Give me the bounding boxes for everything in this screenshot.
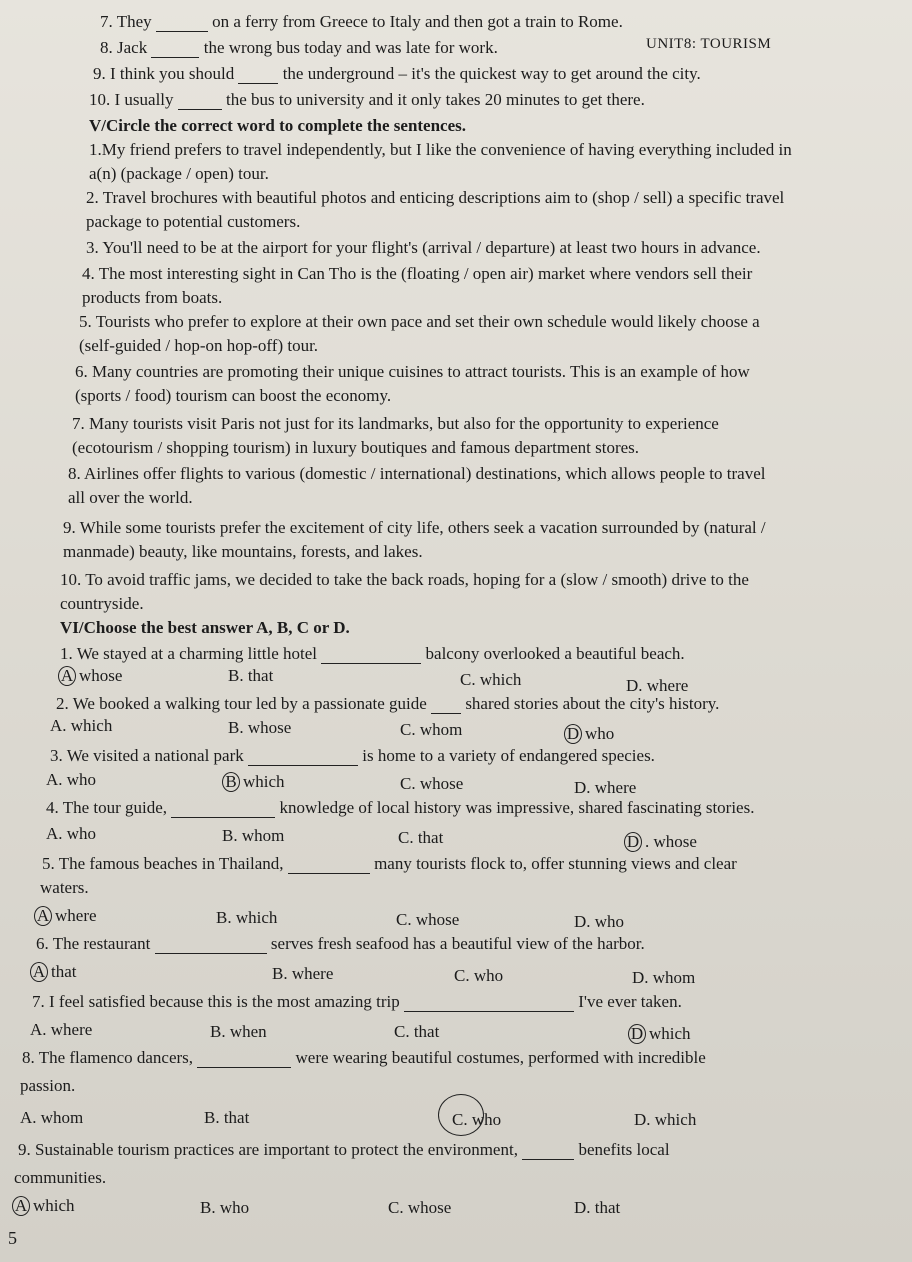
option-d[interactable]: D . whose bbox=[624, 832, 697, 852]
option-a[interactable]: A whose bbox=[58, 666, 122, 686]
option-c[interactable]: C. whom bbox=[400, 720, 463, 739]
option-c[interactable]: C. who bbox=[452, 1110, 502, 1129]
sentence-line: 8. Airlines offer flights to various (domestic / international) destinations, which allows people to travel bbox=[68, 464, 766, 483]
sentence-line: (sports / food) tourism can boost the economy. bbox=[75, 386, 392, 405]
option-d[interactable]: D. where bbox=[626, 676, 689, 695]
question-stem: 2. We booked a walking tour led by a passionate guide shared stories about the city's history. bbox=[56, 694, 720, 713]
option-d[interactable]: D. where bbox=[574, 778, 637, 797]
page-number: 5 bbox=[8, 1228, 17, 1248]
circled-answer: D bbox=[628, 1024, 646, 1044]
option-b[interactable]: B. whom bbox=[222, 826, 285, 845]
fill-item: 7. They on a ferry from Greece to Italy and then got a train to Rome. bbox=[100, 12, 623, 31]
option-a[interactable]: A. which bbox=[50, 716, 113, 735]
question-stem: 7. I feel satisfied because this is the most amazing trip I've ever taken. bbox=[32, 992, 682, 1011]
sentence-line: all over the world. bbox=[68, 488, 193, 507]
option-a[interactable]: A that bbox=[30, 962, 77, 982]
fill-item: 9. I think you should the underground – it's the quickest way to get around the city. bbox=[93, 64, 701, 83]
sentence-line: manmade) beauty, like mountains, forests, and lakes. bbox=[63, 542, 423, 561]
option-d[interactable]: D. whom bbox=[632, 968, 696, 987]
sentence-line: products from boats. bbox=[82, 288, 223, 307]
question-stem: 6. The restaurant serves fresh seafood has a beautiful view of the harbor. bbox=[36, 934, 645, 953]
sentence-line: package to potential customers. bbox=[86, 212, 301, 231]
sentence-line: (self-guided / hop-on hop-off) tour. bbox=[79, 336, 319, 355]
sentence-line: 4. The most interesting sight in Can Tho is the (floating / open air) market where vendors sell their bbox=[82, 264, 753, 283]
sentence-line: 2. Travel brochures with beautiful photos and enticing descriptions aim to (shop / sell) a specific travel bbox=[86, 188, 785, 207]
option-a[interactable]: A where bbox=[34, 906, 97, 926]
option-d[interactable]: D who bbox=[564, 724, 614, 744]
option-b[interactable]: B which bbox=[222, 772, 285, 792]
fill-item: 8. Jack the wrong bus today and was late for work. bbox=[100, 38, 498, 57]
question-stem-cont: passion. bbox=[20, 1076, 76, 1095]
option-a[interactable]: A. who bbox=[46, 770, 97, 789]
fill-item: 10. I usually the bus to university and it only takes 20 minutes to get there. bbox=[89, 90, 645, 109]
option-a[interactable]: A which bbox=[12, 1196, 75, 1216]
option-d[interactable]: D. that bbox=[574, 1198, 621, 1217]
unit-header: UNIT8: TOURISM bbox=[646, 36, 772, 52]
option-b[interactable]: B. whose bbox=[228, 718, 292, 737]
circled-answer: D bbox=[624, 832, 642, 852]
option-d[interactable]: D. who bbox=[574, 912, 625, 931]
sentence-line: 3. You'll need to be at the airport for your flight's (arrival / departure) at least two hours in advance. bbox=[86, 238, 761, 257]
option-c[interactable]: C. that bbox=[394, 1022, 440, 1041]
sentence-line: 1.My friend prefers to travel independently, but I like the convenience of having everything included in bbox=[89, 140, 792, 159]
option-b[interactable]: B. when bbox=[210, 1022, 267, 1041]
sentence-line: 7. Many tourists visit Paris not just for its landmarks, but also for the opportunity to experience bbox=[72, 414, 719, 433]
circled-answer bbox=[438, 1094, 484, 1136]
option-c[interactable]: C. whose bbox=[396, 910, 460, 929]
question-stem-cont: communities. bbox=[14, 1168, 107, 1187]
circled-answer: D bbox=[564, 724, 582, 744]
option-a[interactable]: A. whom bbox=[20, 1108, 84, 1127]
question-stem: 1. We stayed at a charming little hotel balcony overlooked a beautiful beach. bbox=[60, 644, 685, 663]
circled-answer: B bbox=[222, 772, 240, 792]
question-stem: 3. We visited a national park is home to a variety of endangered species. bbox=[50, 746, 655, 765]
sentence-line: 6. Many countries are promoting their unique cuisines to attract tourists. This is an example of how bbox=[75, 362, 750, 381]
option-b[interactable]: B. who bbox=[200, 1198, 250, 1217]
option-a[interactable]: A. who bbox=[46, 824, 97, 843]
option-c[interactable]: C. who bbox=[454, 966, 504, 985]
sentence-line: countryside. bbox=[60, 594, 144, 613]
sentence-line: (ecotourism / shopping tourism) in luxury boutiques and famous department stores. bbox=[72, 438, 640, 457]
option-c[interactable]: C. which bbox=[460, 670, 522, 689]
option-c[interactable]: C. whose bbox=[388, 1198, 452, 1217]
sentence-line: 9. While some tourists prefer the excitement of city life, others seek a vacation surrounded by (natural / bbox=[63, 518, 766, 537]
question-stem: 4. The tour guide, knowledge of local history was impressive, shared fascinating stories. bbox=[46, 798, 755, 817]
question-stem-cont: waters. bbox=[40, 878, 89, 897]
option-d[interactable]: D. which bbox=[634, 1110, 697, 1129]
circled-answer: A bbox=[58, 666, 76, 686]
question-stem: 9. Sustainable tourism practices are important to protect the environment, benefits local bbox=[18, 1140, 670, 1159]
question-stem: 8. The flamenco dancers, were wearing beautiful costumes, performed with incredible bbox=[22, 1048, 706, 1067]
sentence-line: 10. To avoid traffic jams, we decided to take the back roads, hoping for a (slow / smooth) drive to the bbox=[60, 570, 749, 589]
section-title: V/Circle the correct word to complete the sentences. bbox=[89, 116, 467, 135]
option-c[interactable]: C. that bbox=[398, 828, 444, 847]
question-stem: 5. The famous beaches in Thailand, many tourists flock to, offer stunning views and clear bbox=[42, 854, 737, 873]
option-a[interactable]: A. where bbox=[30, 1020, 93, 1039]
option-b[interactable]: B. which bbox=[216, 908, 278, 927]
circled-answer: A bbox=[12, 1196, 30, 1216]
circled-answer: A bbox=[34, 906, 52, 926]
option-b[interactable]: B. that bbox=[204, 1108, 250, 1127]
section-title: VI/Choose the best answer A, B, C or D. bbox=[60, 618, 350, 637]
sentence-line: 5. Tourists who prefer to explore at their own pace and set their own schedule would likely choose a bbox=[79, 312, 760, 331]
option-c[interactable]: C. whose bbox=[400, 774, 464, 793]
sentence-line: a(n) (package / open) tour. bbox=[89, 164, 269, 183]
circled-answer: A bbox=[30, 962, 48, 982]
option-d[interactable]: D which bbox=[628, 1024, 691, 1044]
option-b[interactable]: B. that bbox=[228, 666, 274, 685]
option-b[interactable]: B. where bbox=[272, 964, 334, 983]
